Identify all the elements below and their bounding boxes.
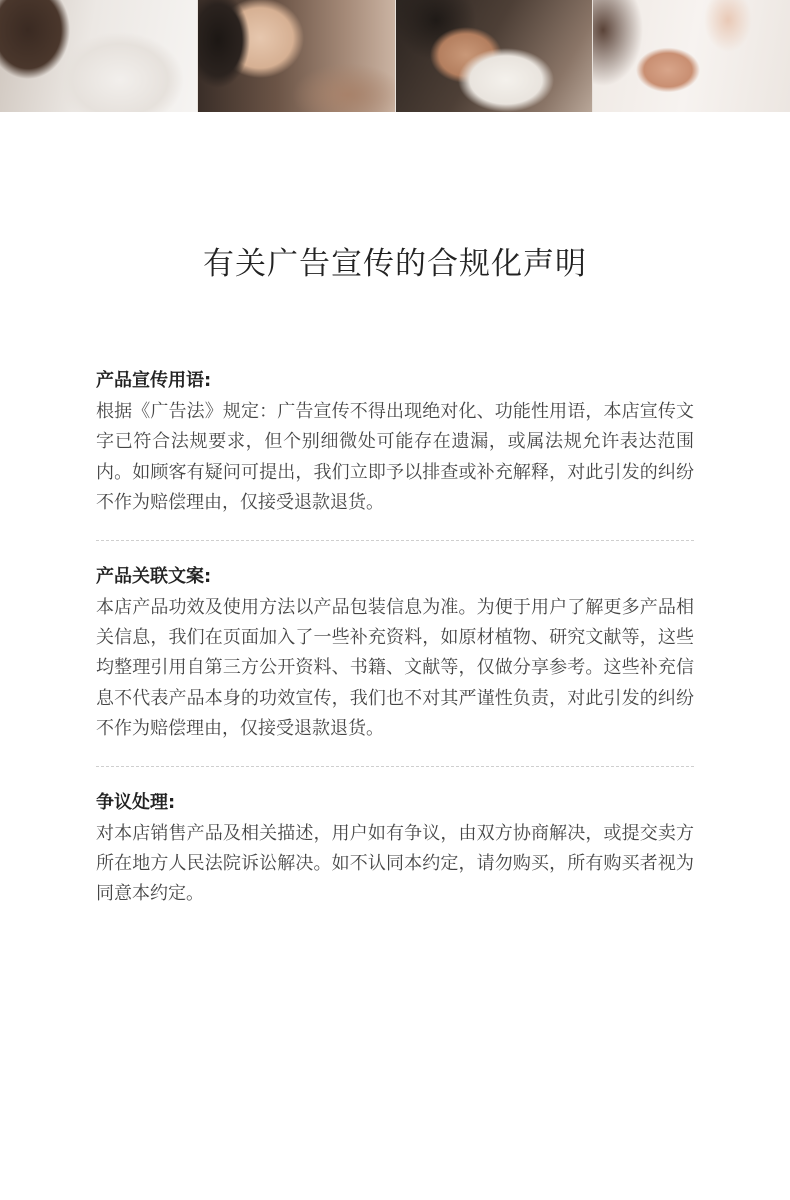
statement-content	[96, 366, 694, 910]
section-related-copy	[96, 562, 694, 745]
section-heading: 产品宣传用语:	[96, 370, 212, 391]
header-photo-1	[0, 0, 197, 112]
section-body: 对本店销售产品及相关描述，用户如有争议，由双方协商解决，或提交卖方所在地方人民法院诉讼解决。如不认同本约定，请勿购买，所有购买者视为同意本约定。	[96, 822, 694, 905]
section-body: 根据《广告法》规定：广告宣传不得出现绝对化、功能性用语，本店宣传文字已符合法规要求，但个别细微处可能存在遗漏，或属法规允许表达范围内。如顾客有疑问可提出，我们立即予以排查或补充解释，对此引发的纠纷不作为赔偿理由，仅接受退款退货。	[96, 401, 694, 514]
section-heading: 争议处理:	[96, 791, 176, 813]
section-heading: 产品关联文案:	[96, 565, 212, 587]
header-photo-2	[197, 0, 395, 112]
dashed-divider	[96, 540, 694, 541]
dashed-divider	[96, 766, 694, 767]
section-body: 本店产品功效及使用方法以产品包装信息为准。为便于用户了解更多产品相关信息，我们在页面加入了一些补充资料，如原材植物、研究文献等，这些均整理引用自第三方公开资料、书籍、文献等，仅做分享参考。这些补充信息不代表产品本身的功效宣传，我们也不对其严谨性负责，对此引发的纠纷不作为赔偿理由，仅接受退款退货。	[96, 596, 694, 740]
header-photo-4	[592, 0, 790, 112]
section-dispute-resolution	[96, 788, 694, 910]
section-promotional-terms	[96, 366, 694, 519]
page-title: 有关广告宣传的合规化声明	[203, 246, 587, 282]
header-photo-strip	[0, 0, 790, 112]
header-photo-3	[395, 0, 593, 112]
